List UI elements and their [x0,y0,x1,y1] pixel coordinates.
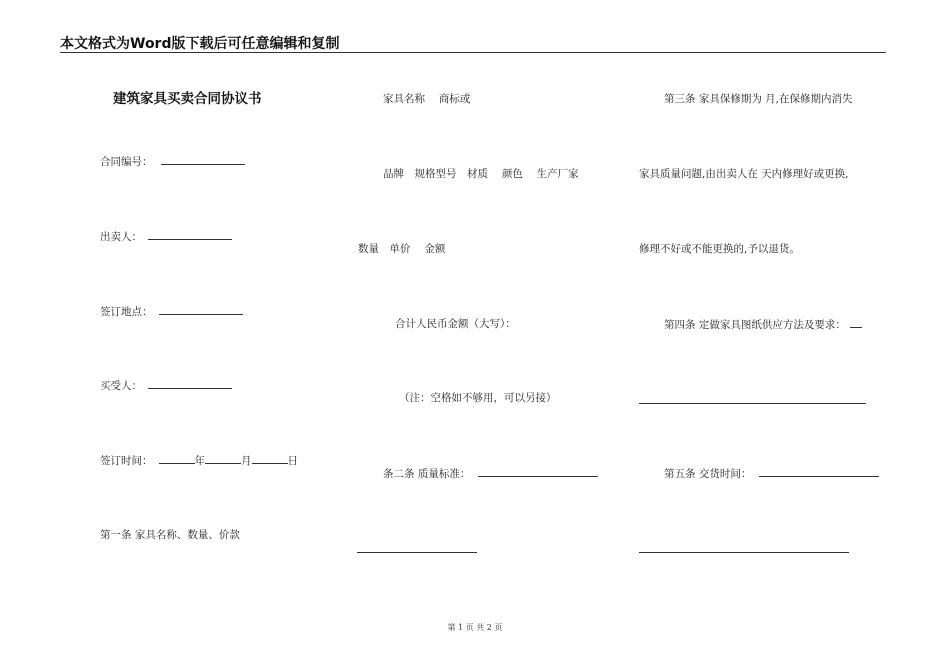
sign-place-blank [159,304,243,315]
article-5-continuation-line [639,552,849,553]
furniture-name-label: 家具名称 商标或 [383,93,471,105]
quantity-price-row: 数量 单价 金额 [358,243,446,255]
buyer-field [100,378,232,393]
contract-number-blank [161,154,245,165]
year-blank [159,453,195,464]
document-title: 建筑家具买卖合同协议书 [113,91,262,107]
table-note: （注：空格如不够用，可以另接） [399,392,557,404]
seller-label: 出卖人： [100,231,142,243]
seller-field [100,229,232,244]
day-label: 日 [287,455,298,467]
contract-number-label: 合同编号： [100,156,153,168]
month-blank [205,453,241,464]
contract-number-field [100,154,245,169]
article-5-field [664,466,879,481]
article-4-continuation-line [639,403,866,404]
sign-time-label: 签订时间： [100,455,153,467]
article-5-blank [759,466,879,477]
seller-blank [148,229,232,240]
header-divider [60,52,886,53]
sign-time-field [100,453,298,468]
month-label: 月 [241,455,252,467]
buyer-blank [148,378,232,389]
sign-place-label: 签订地点： [100,306,153,318]
article-3-line-2: 家具质量问题,由出卖人在 天内修理好或更换, [639,168,849,180]
article-4-label: 第四条 定做家具图纸供应方法及要求： [664,319,846,331]
article-3-line-3: 修理不好或不能更换的,予以退货。 [639,243,800,255]
article-1-heading: 第一条 家具名称、数量、价款 [100,529,240,541]
sign-place-field [100,304,243,319]
buyer-label: 买受人： [100,380,142,392]
article-4-blank [850,317,862,328]
article-2-continuation-line [357,552,477,553]
header-text: 本文格式为Word版下载后可任意编辑和复制 [60,36,340,52]
article-5-label: 第五条 交货时间： [664,468,752,480]
article-4-field [664,317,862,332]
article-2-blank [478,466,598,477]
article-3-line-1: 第三条 家具保修期为 月,在保修期内消失 [664,93,853,105]
page-number: 第 1 页 共 2 页 [447,623,503,632]
day-blank [252,453,288,464]
article-2-label: 条二条 质量标准： [383,468,471,480]
total-amount-label: 合计人民币金额（大写）： [395,318,516,330]
furniture-columns-row: 品牌 规格型号 材质 颜色 生产厂家 [383,168,579,180]
year-label: 年 [194,455,205,467]
article-2-field [383,466,598,481]
